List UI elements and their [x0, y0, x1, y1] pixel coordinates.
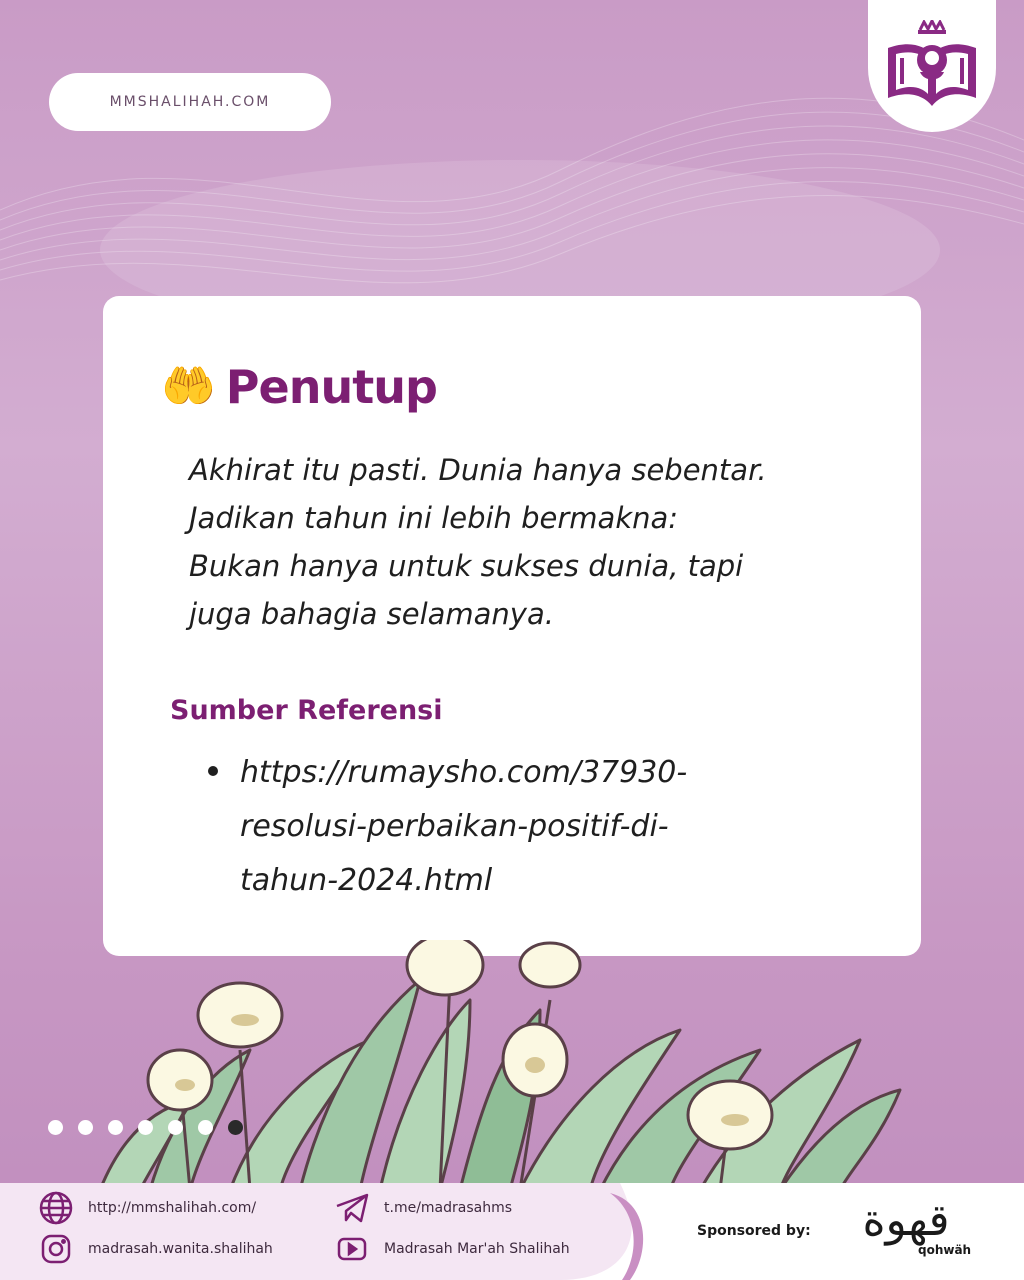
pagination-dot[interactable] [78, 1120, 93, 1135]
paragraph-line: Jadikan tahun ini lebih bermakna: [189, 501, 679, 535]
svg-text:قهوة: قهوة [862, 1195, 950, 1246]
pagination-dot[interactable] [138, 1120, 153, 1135]
youtube-channel: Madrasah Mar'ah Shalihah [384, 1241, 570, 1257]
website-pill-label: MMSHALIHAH.COM [109, 94, 271, 110]
paragraph-line: Akhirat itu pasti. Dunia hanya sebentar. [189, 453, 767, 487]
title-row [161, 360, 437, 414]
pagination-dot[interactable] [198, 1120, 213, 1135]
globe-icon [38, 1190, 74, 1226]
website-link: http://mmshalihah.com/ [88, 1200, 257, 1216]
reference-link[interactable] [240, 746, 820, 908]
reference-link-line: https://rumaysho.com/37930- [240, 755, 688, 790]
praying-hands-icon: 🤲 [161, 361, 216, 412]
qohwah-sponsor-logo [836, 1191, 976, 1271]
references-heading: Sumber Referensi [170, 695, 443, 726]
telegram-icon [334, 1190, 370, 1226]
reference-link-line: tahun-2024.html [240, 863, 493, 898]
madrasah-logo [868, 0, 996, 132]
instagram-icon [38, 1231, 74, 1267]
bullet-icon [208, 766, 218, 776]
footer-website[interactable] [38, 1190, 256, 1226]
website-pill[interactable] [49, 73, 331, 131]
footer-telegram[interactable] [334, 1190, 512, 1226]
footer-swoosh [560, 1183, 700, 1280]
closing-paragraph [189, 446, 889, 638]
footer [0, 1183, 1024, 1280]
instagram-handle: madrasah.wanita.shalihah [88, 1241, 273, 1257]
pagination-dot[interactable] [108, 1120, 123, 1135]
reference-link-line: resolusi-perbaikan-positif-di- [240, 809, 669, 844]
paragraph-line: Bukan hanya untuk sukses dunia, tapi [189, 549, 744, 583]
telegram-link: t.me/madrasahms [384, 1200, 513, 1216]
page-title: Penutup [225, 360, 437, 414]
youtube-icon [334, 1231, 370, 1267]
footer-youtube[interactable] [334, 1231, 570, 1267]
pagination-dot[interactable] [168, 1120, 183, 1135]
pagination-dot-active[interactable] [228, 1120, 243, 1135]
paragraph-line: juga bahagia selamanya. [189, 597, 554, 631]
sponsor-name: qohwäh [918, 1243, 972, 1257]
sponsored-by-label: Sponsored by: [697, 1223, 811, 1239]
pagination-dots [48, 1120, 243, 1135]
footer-instagram[interactable] [38, 1231, 273, 1267]
content-card [103, 296, 921, 956]
flower-illustration [0, 940, 1024, 1190]
pagination-dot[interactable] [48, 1120, 63, 1135]
book-crown-logo-icon [880, 20, 984, 112]
